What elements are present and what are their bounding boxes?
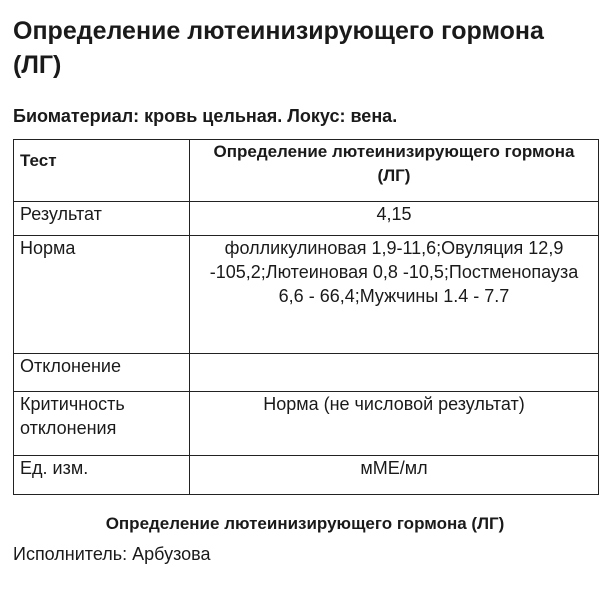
table-row-deviation [14,354,599,392]
table-row-unit [14,456,599,495]
row-label-unit: Ед. изм. [14,456,190,495]
header-value-cell: Определение лютеинизирующего гормона (ЛГ) [190,140,599,202]
table-header-row [14,140,599,202]
performer-info: Исполнитель: Арбузова [13,544,211,564]
row-label-criticality: Критичность отклонения [14,392,190,456]
table-row-result [14,202,599,236]
results-table [13,139,599,495]
row-value-result: 4,15 [190,202,599,236]
row-value-unit: мМЕ/мл [190,456,599,495]
biomaterial-info: Биоматериал: кровь цельная. Локус: вена. [13,106,398,126]
page-title: Определение лютеинизирующего гормона (ЛГ) [13,17,544,79]
table-row-criticality [14,392,599,456]
row-label-norm: Норма [14,236,190,354]
row-value-deviation [190,354,599,392]
row-label-result: Результат [14,202,190,236]
row-label-deviation: Отклонение [14,354,190,392]
header-label-cell: Тест [14,140,190,202]
row-value-norm: фолликулиновая 1,9-11,6;Овуляция 12,9 -105,2;Лютеиновая 0,8 -10,5;Постменопауза 6,6 - 66,4;Мужчины 1.4 - 7.7 [190,236,599,354]
row-value-criticality: Норма (не числовой результат) [190,392,599,456]
table-row-norm [14,236,599,354]
footer-test-name: Определение лютеинизирующего гормона (ЛГ) [105,514,505,533]
